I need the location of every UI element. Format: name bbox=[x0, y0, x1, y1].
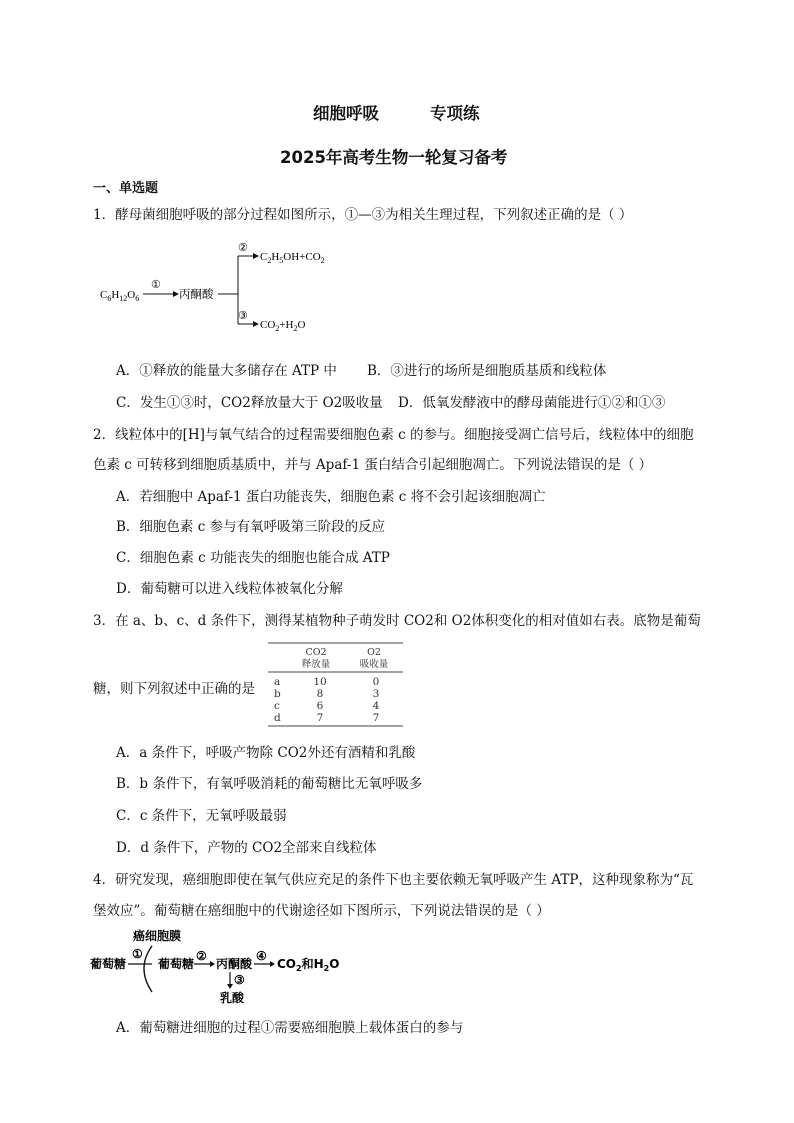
q1-step2-label: ② bbox=[238, 241, 248, 254]
o2-value: 7 bbox=[372, 712, 380, 724]
table-col2-header: O2 bbox=[367, 647, 381, 658]
pyruvate-label: 丙酮酸 bbox=[216, 957, 253, 971]
table-col1-header-2: 释放量 bbox=[301, 659, 331, 670]
q1-diagram bbox=[95, 238, 355, 338]
q2-option-d: D．葡萄糖可以进入线粒体被氧化分解 bbox=[116, 581, 343, 597]
table-row bbox=[274, 688, 379, 700]
pyruvate-label: 丙酮酸 bbox=[179, 287, 214, 301]
q4-step3-label: ③ bbox=[234, 973, 245, 987]
co2-value: 7 bbox=[316, 712, 324, 724]
q3-stem-line1: 3．在 a、b、c、d 条件下，测得某植物种子萌发时 CO2和 O2体积变化的相对值如右表。底物是葡萄 bbox=[93, 613, 701, 629]
o2-value: 4 bbox=[372, 700, 380, 712]
table-col1-header: CO2 bbox=[305, 647, 327, 658]
q3-stem-line2: 糖，则下列叙述中正确的是 bbox=[93, 681, 255, 697]
q2-stem-line2: 色素 c 可转移到细胞质基质中，并与 Apaf-1 蛋白结合引起细胞凋亡。下列说法错误的是（ ） bbox=[93, 457, 653, 473]
row-label: c bbox=[274, 700, 280, 712]
q3-option-d: D．d 条件下，产物的 CO2全部来自线粒体 bbox=[116, 840, 377, 856]
section-heading: 一、单选题 bbox=[93, 181, 159, 196]
q4-step4-label: ④ bbox=[256, 949, 267, 963]
co2-value: 8 bbox=[316, 688, 324, 700]
row-label: b bbox=[274, 688, 281, 700]
q1-step1-label: ① bbox=[151, 278, 161, 291]
q4-step1-label: ① bbox=[132, 947, 143, 961]
membrane-label: 癌细胞膜 bbox=[133, 929, 182, 943]
q3-option-a: A．a 条件下，呼吸产物除 CO2外还有酒精和乳酸 bbox=[116, 745, 416, 761]
co2-water-product: $CO_2+H_2O$ bbox=[260, 319, 306, 333]
q2-option-c: C．细胞色素 c 功能丧失的细胞也能合成 ATP bbox=[116, 550, 390, 566]
co2-value: 6 bbox=[316, 700, 324, 712]
o2-value: 3 bbox=[372, 688, 380, 700]
glucose-label: $C_6H_{12}O_6$ bbox=[100, 289, 140, 303]
title-part-b: 专项练 bbox=[430, 104, 480, 123]
co2-value: 10 bbox=[313, 676, 327, 688]
q2-option-b: B．细胞色素 c 参与有氧呼吸第三阶段的反应 bbox=[116, 519, 386, 535]
co2-h2o-product: $CO_2$和$H_2O$ bbox=[277, 957, 340, 973]
q4-option-a: A．葡萄糖进细胞的过程①需要癌细胞膜上载体蛋白的参与 bbox=[116, 1020, 464, 1036]
q2-stem-line1: 2．线粒体中的[H]与氧气结合的过程需要细胞色素 c 的参与。细胞接受凋亡信号后，线粒体中的细胞 bbox=[93, 427, 694, 443]
o2-value: 0 bbox=[372, 676, 380, 688]
q4-stem-line2: 堡效应”。葡萄糖在癌细胞中的代谢途径如下图所示，下列说法错误的是（ ） bbox=[93, 903, 550, 919]
q1-option-a: A．①释放的能量大多储存在 ATP 中 bbox=[116, 363, 337, 379]
q1-step3-label: ③ bbox=[238, 309, 248, 322]
lactate-label: 乳酸 bbox=[220, 991, 245, 1005]
glucose-outside-label: 葡萄糖 bbox=[90, 957, 127, 971]
row-label: d bbox=[274, 712, 281, 724]
q1-option-d: D．低氧发酵液中的酵母菌能进行①②和①③ bbox=[398, 395, 666, 411]
table-row bbox=[274, 712, 379, 724]
q3-option-b: B．b 条件下，有氧呼吸消耗的葡萄糖比无氧呼吸多 bbox=[116, 776, 423, 792]
title-part-a: 细胞呼吸 bbox=[313, 104, 379, 123]
table-row bbox=[274, 700, 380, 712]
q4-step2-label: ② bbox=[196, 949, 207, 963]
q4-stem-line1: 4．研究发现，癌细胞即使在氧气供应充足的条件下也主要依赖无氧呼吸产生 ATP，这种现象称为“瓦 bbox=[93, 872, 694, 888]
q4-diagram bbox=[90, 926, 340, 1008]
q1-option-c: C．发生①③时，CO2释放量大于 O2吸收量 bbox=[116, 395, 383, 411]
q3-table bbox=[268, 641, 404, 729]
membrane-curve bbox=[144, 946, 152, 992]
table-row bbox=[274, 676, 379, 688]
glucose-inside-label: 葡萄糖 bbox=[158, 957, 195, 971]
table-col2-header-2: 吸收量 bbox=[359, 659, 389, 670]
row-label: a bbox=[274, 676, 281, 688]
q3-option-c: C．c 条件下，无氧呼吸最弱 bbox=[116, 808, 287, 824]
q2-option-a: A．若细胞中 Apaf-1 蛋白功能丧失，细胞色素 c 将不会引起该细胞凋亡 bbox=[116, 489, 546, 505]
subtitle: 2025年高考生物一轮复习备考 bbox=[280, 148, 508, 167]
q1-stem: 1．酵母菌细胞呼吸的部分过程如图所示，①—③为相关生理过程，下列叙述正确的是（ ） bbox=[93, 207, 633, 223]
q1-option-b: B．③进行的场所是细胞质基质和线粒体 bbox=[367, 363, 607, 379]
ethanol-product: $C_2H_5OH+CO_2$ bbox=[260, 251, 325, 265]
